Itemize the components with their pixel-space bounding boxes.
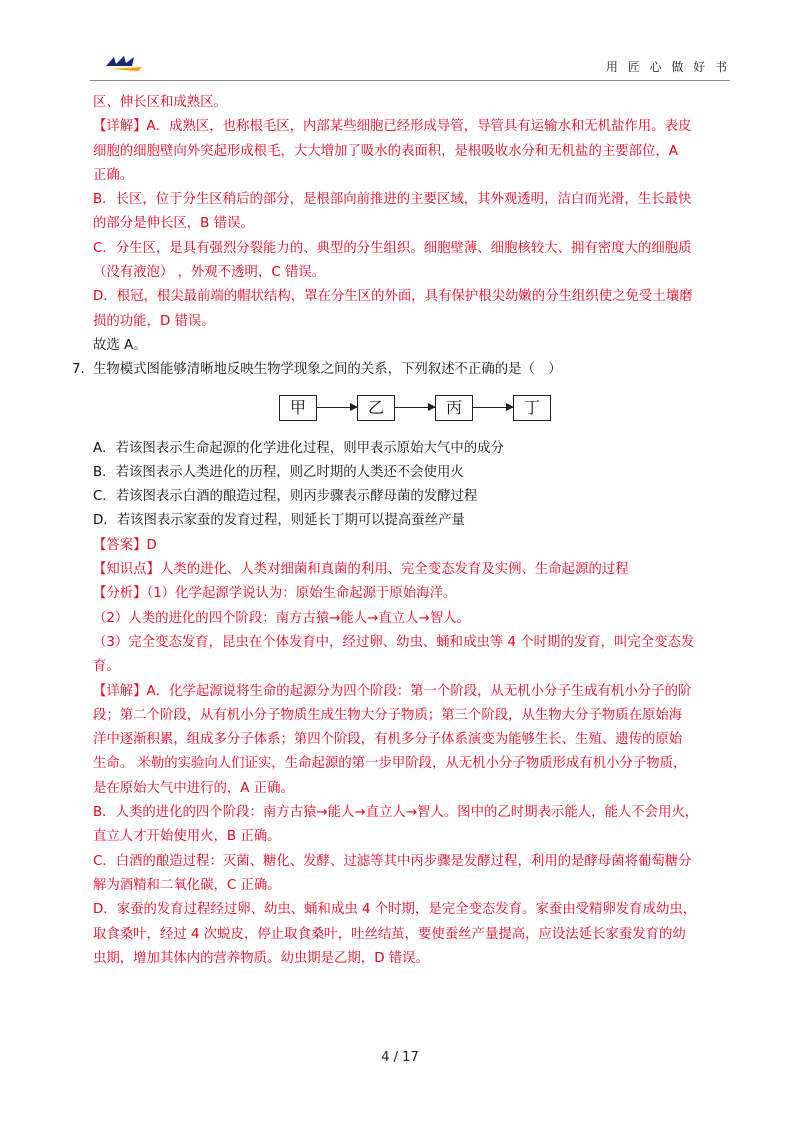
publisher-logo: [104, 54, 146, 72]
text-line: 损的功能，D 错误。: [93, 313, 215, 329]
text-line: B．长区，位于分生区稍后的部分，是根部向前推进的主要区域，其外观透明，洁白而光滑，生长最快: [93, 192, 692, 208]
text-line: 的部分是伸长区，B 错误。: [93, 216, 254, 232]
text-line: D．根冠，根尖最前端的帽状结构，罩在分生区的外面，具有保护根尖幼嫩的分生组织使之免受土壤磨: [93, 289, 693, 305]
text-line: 区、伸长区和成熟区。: [93, 95, 227, 110]
text-line: 段；第二个阶段，从有机小分子物质生成生物大分子物质；第三个阶段，从生物大分子物质在原始海: [93, 707, 683, 723]
option-b: B．若该图表示人类进化的历程，则乙时期的人类还不会使用火: [93, 464, 464, 480]
diagram-arrow: [317, 407, 357, 408]
diagram-box-3: 丙: [435, 395, 473, 421]
question-7-stem: [72, 358, 733, 382]
text-line: 故选 A。: [93, 337, 147, 353]
option-d: D．若该图表示家蚕的发育过程，则延长丁期可以提高蚕丝产量: [93, 513, 465, 529]
header-slogan: 用 匠 心 做 好 书: [605, 60, 730, 74]
text-line: 【详解】A．化学起源说将生命的起源分为四个阶段：第一个阶段，从无机小分子生成有机小分子的阶: [93, 683, 692, 699]
page-content: [72, 91, 733, 971]
text-line: 虫期，增加其体内的营养物质。幼虫期是乙期，D 错误。: [93, 950, 429, 966]
text-line: 正确。: [93, 167, 134, 183]
text-line: D．家蚕的发育过程经过卵、幼虫、蛹和成虫 4 个时期，是完全变态发育。家蚕由受精卵发育成幼虫，: [93, 902, 697, 918]
question-stem-text: 生物模式图能够清晰地反映生物学现象之间的关系，下列叙述不正确的是（ ）: [93, 362, 562, 378]
text-line: C．分生区，是具有强烈分裂能力的、典型的分生组织。细胞壁薄、细胞核较大、拥有密度大的细胞质: [93, 240, 692, 256]
page-header: [90, 50, 730, 80]
question-7-answer: [93, 534, 733, 971]
text-line: 解为酒精和二氧化碳，C 正确。: [93, 877, 281, 893]
diagram-box-2: 乙: [357, 395, 395, 421]
question-number: 7.: [72, 362, 85, 378]
text-line: 【知识点】人类的进化、人类对细菌和真菌的利用、完全变态发育及实例、生命起源的过程: [93, 562, 629, 578]
option-a: A．若该图表示生命起源的化学进化过程，则甲表示原始大气中的成分: [93, 440, 504, 456]
text-line: 【详解】A．成熟区，也称根毛区，内部某些细胞已经形成导管，导管具有运输水和无机盐作用。表皮: [93, 119, 692, 135]
question-6-explanation: [93, 91, 733, 358]
text-line: 洋中逐渐积累，组成多分子体系；第四个阶段，有机多分子体系演变为能够生长、生殖、遗传的原始: [93, 732, 683, 748]
text-line: 生命。 米勒的实验向人们证实，生命起源的第一步甲阶段，从无机小分子物质形成有机小分子物质，: [93, 756, 687, 772]
text-line: 【分析】（1）化学起源学说认为：原始生命起源于原始海洋。: [93, 586, 457, 602]
text-line: 细胞的细胞壁向外突起形成根毛，大大增加了吸水的表面积，是根吸收水分和无机盐的主要部位，A: [93, 143, 678, 159]
text-line: 取食桑叶，经过 4 次蜕皮，停止取食桑叶，吐丝结茧，要使蚕丝产量提高，应设法延长家蚕发育的幼: [93, 926, 686, 942]
text-line: 育。: [93, 659, 120, 675]
diagram-box-4: 丁: [513, 395, 551, 421]
text-line: （3）完全变态发育，昆虫在个体发育中，经过卵、幼虫、蛹和成虫等 4 个时期的发育，叫完全变态发: [93, 634, 695, 650]
process-diagram: [93, 387, 733, 431]
text-line: 是在原始大气中进行的，A 正确。: [93, 780, 294, 796]
header-rule: [90, 80, 730, 81]
text-line: C．白酒的酿造过程：灭菌、糖化、发酵、过滤等其中丙步骤是发酵过程，利用的是酵母菌将葡萄糖分: [93, 853, 692, 869]
text-line: （没有液泡） ，外观不透明，C 错误。: [93, 265, 326, 281]
text-line: （2）人类的进化的四个阶段：南方古猿→能人→直立人→智人。: [93, 610, 470, 626]
diagram-arrow: [473, 407, 513, 408]
option-c: C．若该图表示白酒的酿造过程，则丙步骤表示酵母菌的发酵过程: [93, 489, 478, 505]
text-line: 直立人才开始使用火，B 正确。: [93, 829, 281, 845]
text-line: 【答案】D: [93, 537, 157, 553]
diagram-arrow: [395, 407, 435, 408]
text-line: B．人类的进化的四个阶段：南方古猿→能人→直立人→智人。图中的乙时期表示能人，能人不会用火，: [93, 805, 699, 821]
diagram-box-1: 甲: [279, 395, 317, 421]
page-number: 4 / 17: [381, 1050, 419, 1065]
